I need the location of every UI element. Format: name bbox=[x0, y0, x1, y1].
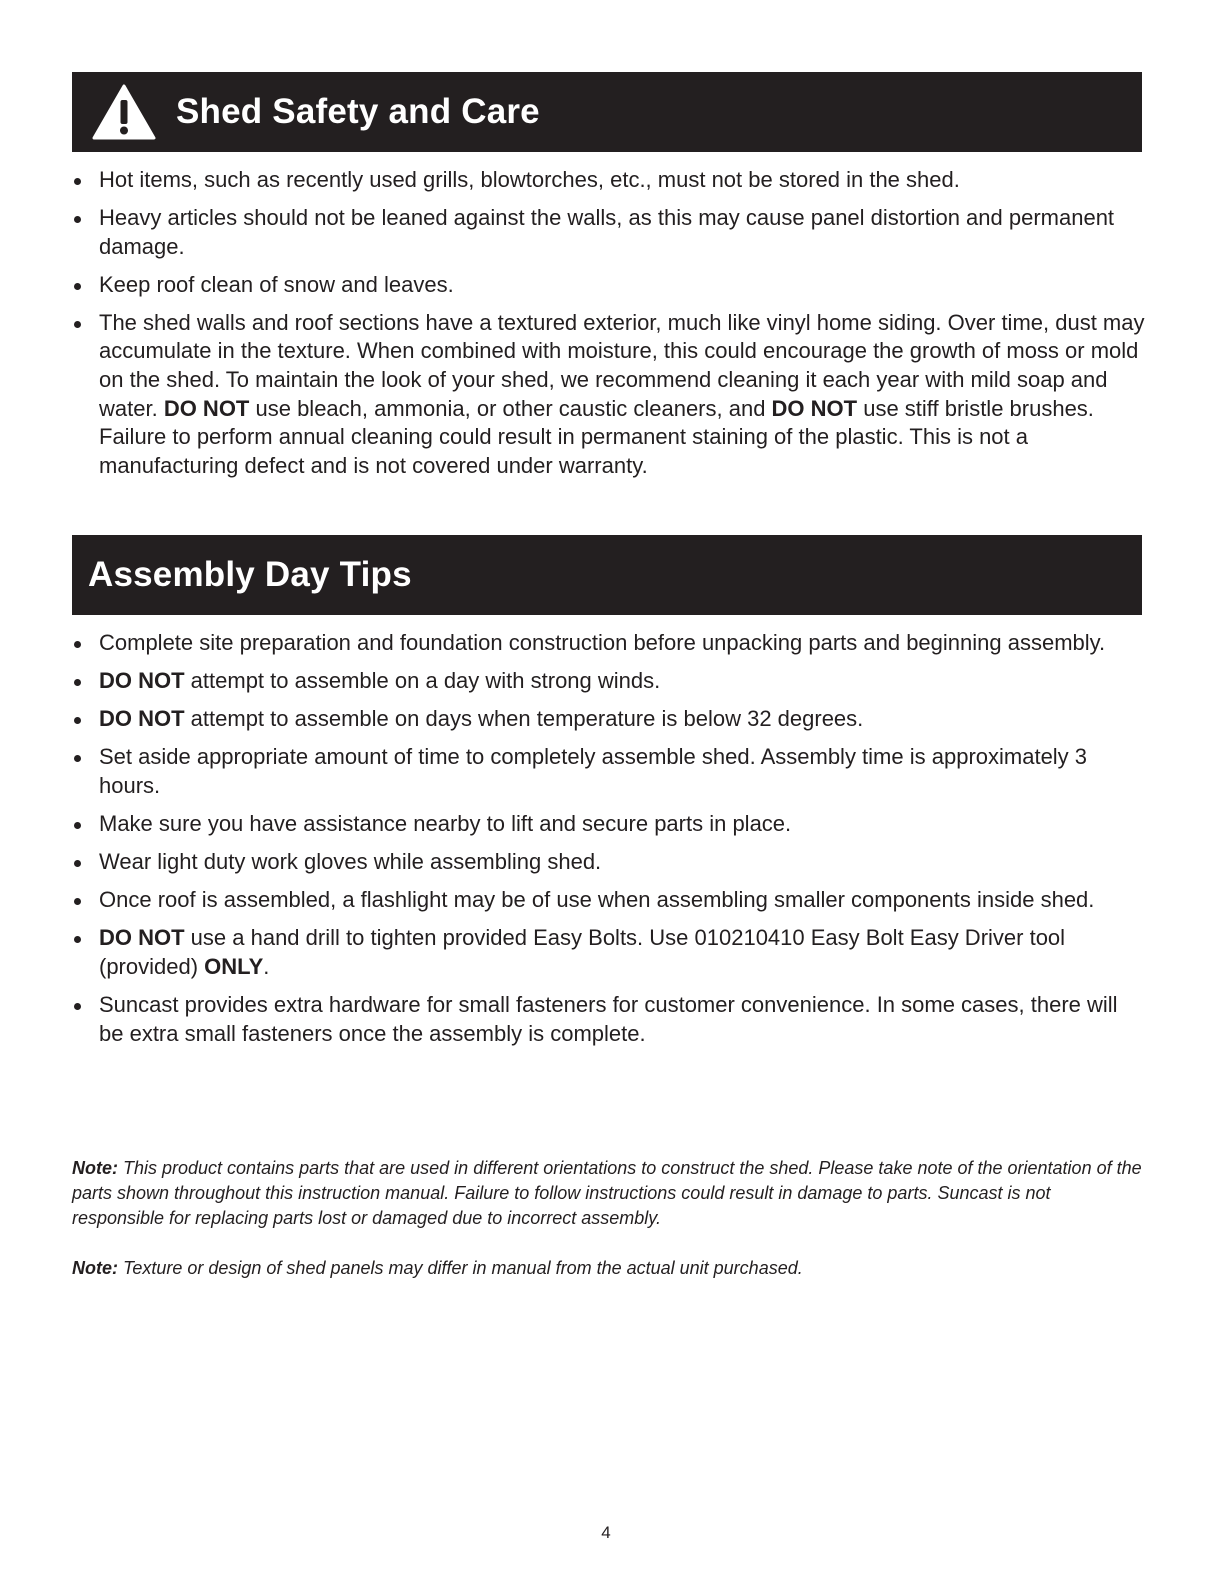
section-header-assembly-tips bbox=[72, 535, 1142, 615]
bullet bbox=[74, 1003, 81, 1010]
warning-triangle-icon bbox=[92, 84, 156, 140]
section-header-safety bbox=[72, 72, 1142, 152]
bullet bbox=[74, 216, 81, 223]
list-item: Complete site preparation and foundation construction before unpacking parts and beginning assembly. bbox=[72, 629, 1147, 658]
bullet bbox=[74, 898, 81, 905]
bullet bbox=[74, 641, 81, 648]
list-item: Suncast provides extra hardware for small fasteners for customer convenience. In some cases, there will be extra small fasteners once the assembly is complete. bbox=[72, 991, 1147, 1048]
list-item: Once roof is assembled, a flashlight may be of use when assembling smaller components inside shed. bbox=[72, 886, 1147, 915]
list-item: Wear light duty work gloves while assembling shed. bbox=[72, 848, 1147, 877]
note-label: Note: bbox=[72, 1258, 118, 1278]
bullet bbox=[74, 860, 81, 867]
list-item: The shed walls and roof sections have a textured exterior, much like vinyl home siding. Over time, dust may accumulate in the texture. When combined with moisture, this could encourage the growth of moss or mold on the shed. To maintain the look of your shed, we recommend cleaning it each year with mild soap and water. DO NOT use bleach, ammonia, or other caustic cleaners, and DO NOT use stiff bristle brushes. Failure to perform annual cleaning could result in permanent staining of the plastic. This is not a manufacturing defect and is not covered under warranty. bbox=[72, 309, 1147, 481]
bullet bbox=[74, 936, 81, 943]
page-number: 4 bbox=[601, 1523, 611, 1542]
list-item: Heavy articles should not be leaned against the walls, as this may cause panel distortion and permanent damage. bbox=[72, 204, 1147, 261]
list-item: Keep roof clean of snow and leaves. bbox=[72, 271, 1147, 300]
list-item: DO NOT use a hand drill to tighten provided Easy Bolts. Use 010210410 Easy Bolt Easy Driver tool (provided) ONLY. bbox=[72, 924, 1147, 981]
bullet bbox=[74, 679, 81, 686]
bullet bbox=[74, 822, 81, 829]
bullet bbox=[74, 717, 81, 724]
bullet bbox=[74, 755, 81, 762]
list-item: DO NOT attempt to assemble on a day with strong winds. bbox=[72, 667, 1147, 696]
note-orientation: Note: This product contains parts that are used in different orientations to construct the shed. Please take note of the orientation of the parts shown throughout this instruction manual. Failure to follow instructions could result in damage to parts. Suncast is not responsible for replacing parts lost or damaged due to incorrect assembly. bbox=[72, 1158, 1142, 1228]
bullet bbox=[74, 321, 81, 328]
list-item: Make sure you have assistance nearby to lift and secure parts in place. bbox=[72, 810, 1147, 839]
bullet bbox=[74, 178, 81, 185]
note-texture: Note: Texture or design of shed panels may differ in manual from the actual unit purchased. bbox=[72, 1258, 803, 1278]
note-label: Note: bbox=[72, 1158, 118, 1178]
bullet bbox=[74, 283, 81, 290]
section-title: Assembly Day Tips bbox=[88, 555, 412, 594]
safety-list bbox=[72, 166, 1147, 490]
list-item: DO NOT attempt to assemble on days when temperature is below 32 degrees. bbox=[72, 705, 1147, 734]
assembly-tips-list bbox=[72, 629, 1147, 1058]
list-item: Set aside appropriate amount of time to completely assemble shed. Assembly time is approximately 3 hours. bbox=[72, 743, 1147, 800]
section-title: Shed Safety and Care bbox=[176, 92, 540, 131]
list-item: Hot items, such as recently used grills, blowtorches, etc., must not be stored in the shed. bbox=[72, 166, 1147, 195]
